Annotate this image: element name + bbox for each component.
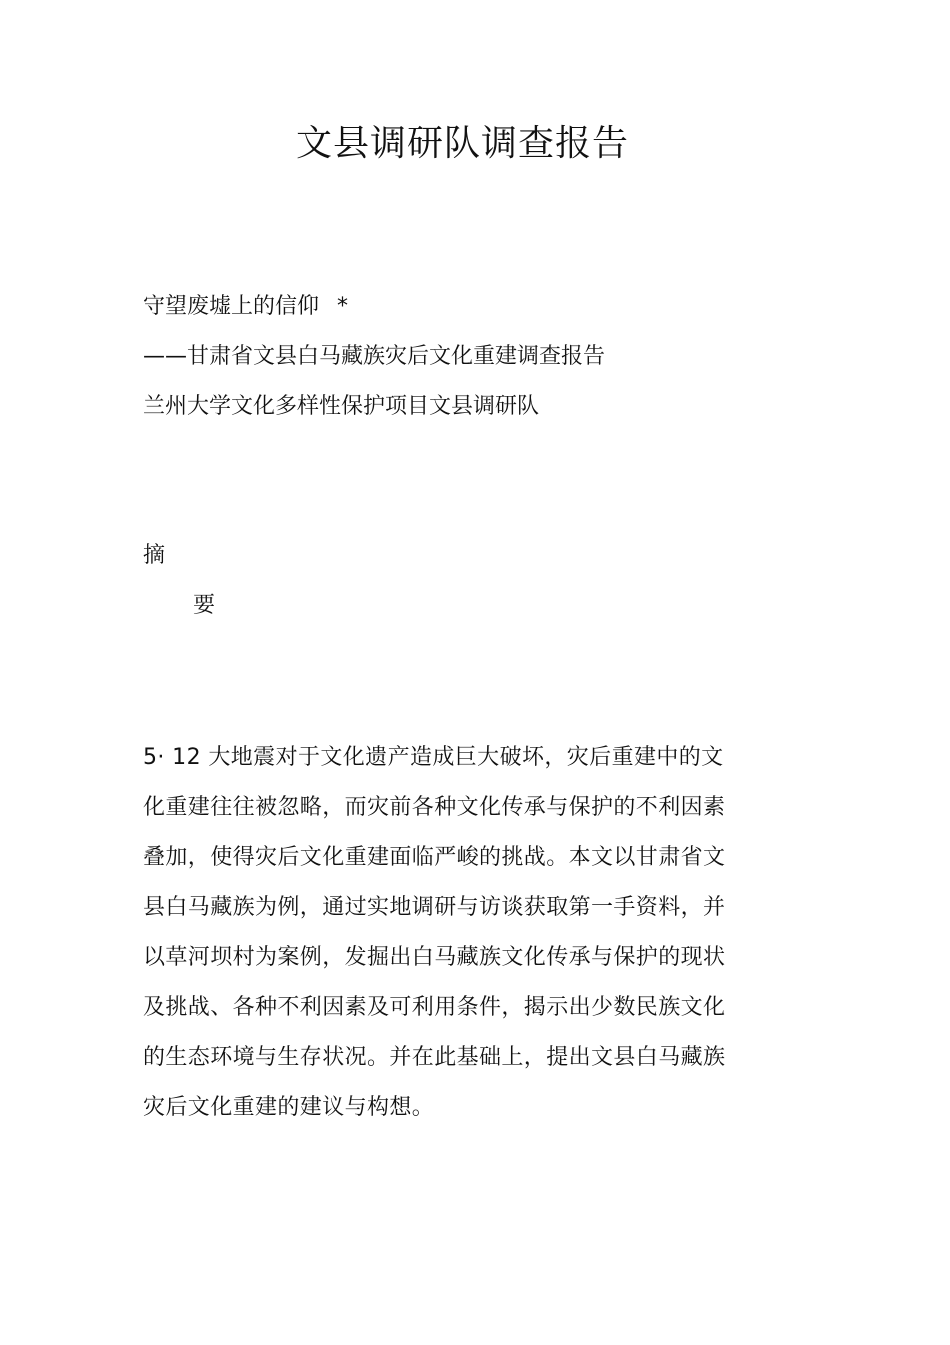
document-title: 文县调研队调查报告 bbox=[295, 123, 629, 164]
subtitle-text: 守望废墟上的信仰 bbox=[143, 294, 320, 319]
abstract-body bbox=[143, 733, 743, 1133]
abstract-label-first: 摘 bbox=[143, 543, 166, 568]
abstract-line: 的生态环境与生存状况。并在此基础上，提出文县白马藏族 bbox=[143, 1045, 726, 1070]
footnote-mark: * bbox=[337, 294, 349, 319]
abstract-line: 5· 12 大地震对于文化遗产造成巨大破坏，灾后重建中的文 bbox=[143, 745, 724, 770]
abstract-line: 及挑战、各种不利因素及可利用条件，揭示出少数民族文化 bbox=[143, 995, 726, 1020]
report-subtitle bbox=[143, 292, 348, 322]
abstract-line: 灾后文化重建的建议与构想。 bbox=[143, 1095, 435, 1120]
report-subheading: ——甘肃省文县白马藏族灾后文化重建调查报告 bbox=[143, 344, 606, 369]
report-author: 兰州大学文化多样性保护项目文县调研队 bbox=[143, 394, 540, 419]
abstract-label-second: 要 bbox=[193, 593, 216, 618]
abstract-line: 化重建往往被忽略，而灾前各种文化传承与保护的不利因素 bbox=[143, 795, 726, 820]
abstract-line: 县白马藏族为例，通过实地调研与访谈获取第一手资料，并 bbox=[143, 895, 726, 920]
abstract-line: 以草河坝村为案例，发掘出白马藏族文化传承与保护的现状 bbox=[143, 945, 726, 970]
abstract-line: 叠加，使得灾后文化重建面临严峻的挑战。本文以甘肃省文 bbox=[143, 845, 726, 870]
